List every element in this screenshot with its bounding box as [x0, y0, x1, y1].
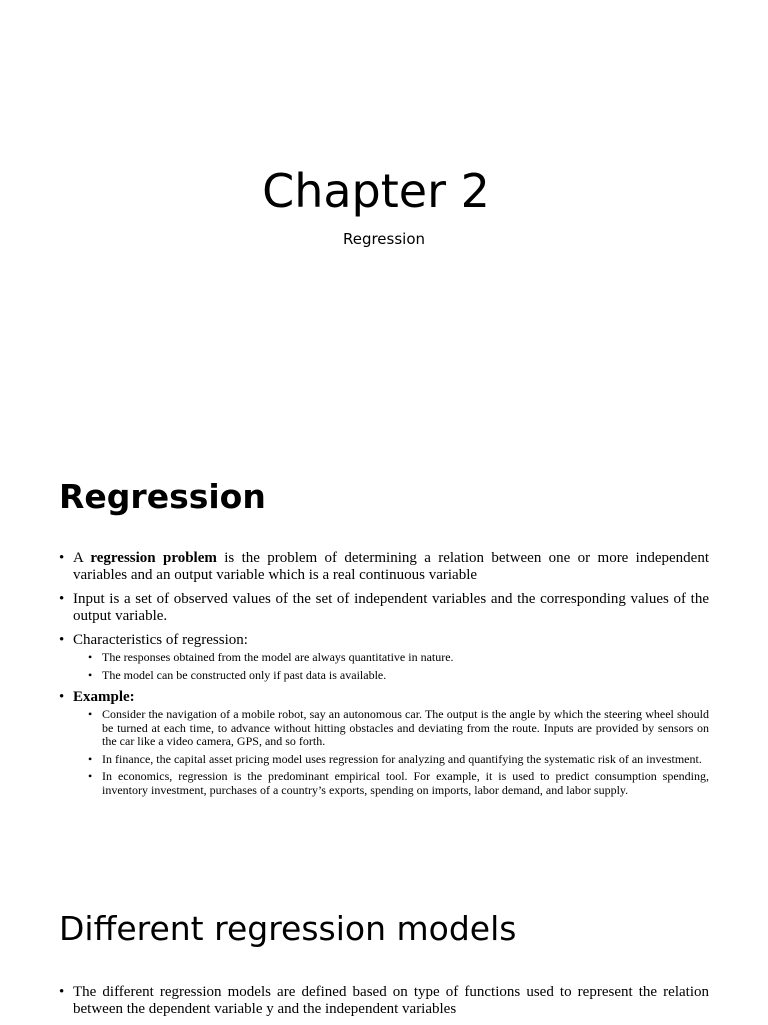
bullet-example — [59, 689, 709, 797]
bullet-models-definition: • The different regression models are defined based on type of functions used to represent the relation between the dependent variable y and the independent variables — [59, 984, 709, 1018]
bullet-prefix: A — [73, 550, 91, 566]
sub-bullet: • The responses obtained from the model are always quantitative in nature. — [73, 651, 709, 665]
bullet-characteristics — [59, 632, 709, 682]
bullet-bold-term: regression problem — [90, 550, 217, 566]
models-heading: Different regression models — [59, 909, 517, 948]
example-sublist — [73, 708, 709, 797]
characteristics-sublist — [73, 651, 709, 682]
models-bullet-list — [59, 984, 709, 1025]
bullet-example-label: Example: — [73, 689, 135, 705]
regression-bullet-list — [59, 550, 709, 804]
sub-bullet: • Consider the navigation of a mobile robot, say an autonomous car. The output is the angle by which the steering wheel should be turned at each time, to advance without hitting obstacles and deviating from the route. Inputs are provided by sensors on the car like a video camera, GPS, and so forth. — [73, 708, 709, 749]
models-slide — [0, 864, 768, 1024]
sub-bullet: • The model can be constructed only if past data is available. — [73, 669, 709, 683]
sub-bullet: • In economics, regression is the predominant empirical tool. For example, it is used to predict consumption spending, inventory investment, purchases of a country’s exports, spending on imports, labor demand, and labor supply. — [73, 770, 709, 797]
title-slide — [0, 0, 768, 432]
regression-heading: Regression — [59, 477, 266, 516]
bullet-input: • Input is a set of observed values of the set of independent variables and the corresponding values of the output variable. — [59, 591, 709, 625]
bullet-characteristics-label: Characteristics of regression: — [73, 632, 248, 648]
bullet-regression-problem — [59, 550, 709, 584]
regression-slide — [0, 432, 768, 864]
bullet-rest: is the problem of determining a relation between one or more independent variables and an output variable which is a real continuous variable — [73, 550, 709, 583]
chapter-title: Chapter 2 — [262, 164, 490, 218]
sub-bullet: • In finance, the capital asset pricing model uses regression for analyzing and quantifying the systematic risk of an investment. — [73, 753, 709, 767]
chapter-subtitle: Regression — [342, 230, 426, 248]
